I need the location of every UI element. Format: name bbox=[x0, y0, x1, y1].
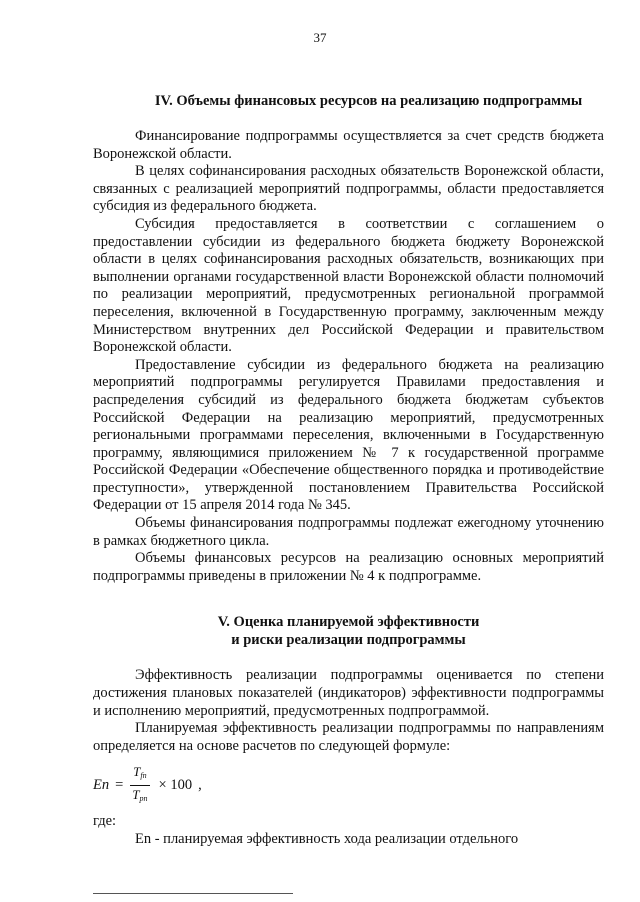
formula-numerator-subscript: fn bbox=[140, 770, 147, 780]
paragraph: Планируемая эффективность реализации подпрограммы по направлениям определяется на основе расчетов по следующей формуле: bbox=[93, 720, 604, 754]
formula-equals: = bbox=[115, 776, 124, 793]
footer-divider bbox=[93, 893, 293, 894]
where-label: где: bbox=[93, 813, 117, 830]
paragraph: Предоставление субсидии из федерального бюджета на реализацию мероприятий подпрограммы регулируется Правилами предоставления и распределения субсидий из федерального бюджета бюджетам субъектов Российской Федерации на реализацию мероприятий, предусмотренных региональными программами переселения, включенными в Государственную программу, являющимися приложением № 7 к государственной программе Российской Федерации «Обеспечение общественного порядка и противодействие преступности», утвержденной постановлением Правительства Российской Федерации от 15 апреля 2014 года № 345. bbox=[93, 356, 604, 514]
formula-multiplier: × 100 bbox=[158, 776, 193, 793]
paragraph: Объемы финансовых ресурсов на реализацию основных мероприятий подпрограммы приведены в приложении № 4 к подпрограмме. bbox=[93, 550, 604, 584]
section-5-heading bbox=[93, 613, 604, 649]
formula-numerator: $T_{fn}$ bbox=[130, 763, 149, 786]
paragraph: Эффективность реализации подпрограммы оценивается по степени достижения плановых показателей (индикаторов) эффективности подпрограммы и исполнению мероприятий, предусмотренных подпрограммой. bbox=[93, 667, 604, 719]
efficiency-formula bbox=[93, 761, 604, 809]
formula-denominator-subscript: pn bbox=[139, 793, 148, 803]
formula-fraction bbox=[129, 763, 150, 808]
formula-denominator: $T_{pn}$ bbox=[132, 786, 148, 803]
page-content bbox=[93, 92, 604, 849]
variable-definition: En - планируемая эффективность хода реализации отдельного bbox=[135, 831, 519, 847]
page-number: 37 bbox=[313, 30, 327, 45]
section-5-body bbox=[93, 667, 604, 848]
paragraph: Финансирование подпрограммы осуществляется за счет средств бюджета Воронежской области. bbox=[93, 128, 604, 162]
formula-trailing: , bbox=[198, 776, 202, 793]
section-4-body bbox=[93, 128, 604, 585]
paragraph: Объемы финансирования подпрограммы подлежат ежегодному уточнению в рамках бюджетного цикла. bbox=[93, 515, 604, 549]
paragraph: В целях софинансирования расходных обязательств Воронежской области, связанных с реализацией мероприятий подпрограммы, области предоставляется субсидия из федерального бюджета. bbox=[93, 163, 604, 215]
section-4-heading: IV. Объемы финансовых ресурсов на реализацию подпрограммы bbox=[154, 93, 583, 109]
paragraph: Субсидия предоставляется в соответствии с соглашением о предоставлении субсидии из федерального бюджета бюджету Воронежской области в целях софинансирования расходных обязательств, возникающих при выполнении органами государственной власти Воронежской области полномочий по реализации мероприятий, предусмотренных региональной программой переселения, включенной в Государственную программу, заключенным между Министерством внутренних дел Российской Федерации и правительством Воронежской области. bbox=[93, 215, 604, 356]
formula-lhs: En bbox=[93, 776, 110, 793]
section-5-heading-line-2: и риски реализации подпрограммы bbox=[231, 632, 466, 649]
section-5-heading-line-1: V. Оценка планируемой эффективности bbox=[217, 614, 480, 631]
